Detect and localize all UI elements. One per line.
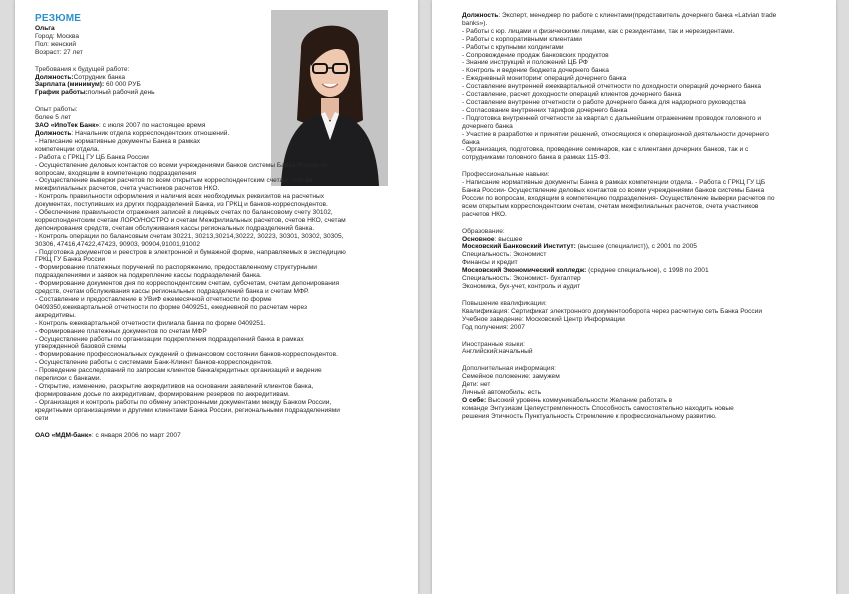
job2-duty-line: - Контроль и ведение бюджета дочернего банка: [462, 67, 609, 75]
job1-duty-line: сети: [35, 414, 49, 422]
education-inst1-detail: (высшее (специалист)), с 2001 по 2005: [575, 243, 697, 251]
job2-heading: [35, 432, 407, 440]
skills-line: - Написание нормативные документы Банка в рамках компетенции отдела. - Работа с ГРКЦ ГУ ЦБ: [462, 179, 766, 187]
job1-duty-line: межфилиальных расчетов, счета участников расчетов НКО.: [35, 185, 220, 193]
job1-duty-line: средств, счетам обслуживания кассы региональных подразделений банка и счетам МФР.: [35, 288, 309, 296]
job2-duty-line: - Согласование внутренних тарифов дочернего банка: [462, 106, 628, 114]
job1-duty-line: 30306, 47416,47422,47423, 90903, 90904,91001,91002: [35, 240, 201, 248]
education-inst1: [462, 243, 824, 251]
requirements-position: [35, 74, 407, 82]
job2-duty-line: - Организация, подготовка, проведение семинаров, как с клиентами дочерних банков, так и с: [462, 146, 749, 154]
education-inst1-field: Финансы и кредит: [462, 259, 518, 267]
experience-header: Опыт работы:: [35, 106, 78, 114]
job1-duty-line: - Формирование платежных поручений по распоряжению, предоставленному структурными: [35, 264, 317, 272]
requirements-header: Требования к будущей работе:: [35, 65, 130, 73]
education-inst2-detail: (среднее специальное), с 1998 по 2001: [586, 267, 709, 275]
job2-duty-line: - Работы с корпоративными клиентами: [462, 35, 582, 43]
job1-duty-line: ГРКЦ ГУ Банка России: [35, 256, 106, 264]
job2-duty-line: - Составление внутренней ежеквартальной отчетности по доходности операций дочернего банка: [462, 83, 762, 91]
job2-duty-line: - Знание инструкций и положений ЦБ РФ: [462, 59, 588, 67]
job1-duty-line: - Проведение расследований по запросам клиентов банка/кредитных организаций и ведение: [35, 367, 322, 375]
job1-duty-line: - Осуществление работы с системами Банк-Клиент банков-корреспондентов.: [35, 359, 273, 367]
education-main-label: Основное: [462, 235, 495, 243]
job2-position-label: Должность: [462, 12, 499, 19]
person-city: Город: Москва: [35, 32, 80, 40]
job2-duty-line: - Подготовка внутренней отчетности за квартал с дальнейшим отражением проводок головного и: [462, 114, 762, 122]
extra-kids: Дети: нет: [462, 381, 491, 389]
education-header: Образование:: [462, 227, 505, 235]
extra-marital: Семейное положение: замужем: [462, 373, 560, 381]
job2-duty-line: - Составление, расчет доходности операций клиентов дочернего банка: [462, 91, 682, 99]
education-inst2-name: Московский Экономический колледж:: [462, 267, 587, 275]
job1-duty-line: - Формирование профессиональных суждений о финансовом состоянии банков-корреспондентов.: [35, 351, 338, 359]
education-inst2: [462, 267, 824, 275]
requirements-schedule-label: График работы:: [35, 89, 88, 97]
job1-duty-line: - Организация и контроль работы по обмену электронными документами между Банком России,: [35, 398, 332, 406]
extra-about-text: Высокий уровень коммуникабельности Желание работать в: [486, 396, 673, 404]
skills-line: Банка России- Осуществление деловых контактов со всеми учреждениями банков системы Банка: [462, 187, 765, 195]
education-inst2-field: Экономика, бух-учет, контроль и аудит: [462, 283, 581, 290]
job1-duty-line: аккредитивы.: [35, 311, 76, 319]
job2-duty-line: - Работы с юр. лицами и физическими лицами, как с резидентами, так и нерезидентами.: [462, 27, 735, 35]
skills-header: Профессиональные навыки:: [462, 171, 550, 179]
extra-about-line: решения Этичность Пунктуальность Стремление к профессиональному развитию.: [462, 412, 717, 420]
experience-total: более 5 лет: [35, 114, 72, 122]
requirements-position-label: Должность:: [35, 73, 74, 81]
extra-about-line: команде Энтузиазм Целеустремленность Способность самостоятельно находить новые: [462, 404, 734, 412]
job2-position-value: : Эксперт, менеджер по работе с клиентами(представитель дочернего банка «Latvian trade: [498, 12, 777, 19]
person-gender: Пол: женский: [35, 40, 77, 48]
job1-duty-line: - Формирование платежных документов по счетам МФР: [35, 327, 207, 335]
job1-duty-line: документах, поступивших из других подразделений Банка, из ГРКЦ и банков-корреспондентов.: [35, 201, 328, 209]
job1-duty-line: - Контроль правильности оформления и наличия всех необходимых реквизитов на расчетных: [35, 193, 325, 201]
job1-duty-line: - Формирование документов дня по корреспондентским счетам, субсчетам, счетам депонирования: [35, 280, 340, 288]
job1-duty-line: переписки с банками.: [35, 375, 102, 383]
education-main: [462, 236, 824, 244]
job1-duty-line: - Открытие, изменение, раскрытие аккредитивов на основании заявлений клиентов банка,: [35, 382, 314, 390]
education-inst1-name: Московский Банковский Институт:: [462, 243, 576, 251]
job1-position-value: : Начальник отдела корреспондентских отношений.: [71, 129, 230, 137]
job1-duty-line: компетенции отдела.: [35, 145, 100, 153]
job1-duty-line: депонирования средств, счетам обслуживания кассы региональных подразделений банка.: [35, 224, 315, 232]
job1-duty-line: - Написание нормативные документы Банка в рамках: [35, 137, 201, 145]
job1-duty-line: 0409350,ежеквартальной отчетности по форме 0409251, ежедневной по расчетам через: [35, 303, 307, 311]
job1-heading: [35, 122, 407, 130]
job2-duty-line: сотрудниками головного банка в рамках 115-ФЗ.: [462, 154, 611, 162]
qualification-line: Год получения: 2007: [462, 323, 525, 331]
extra-about: [462, 397, 824, 405]
job1-duty-line: - Контроль операции по балансовым счетам 30221, 30213,30214,30222, 30223, 30301, 30302, 30305,: [35, 232, 344, 240]
job2-duty-line: - Ежедневный мониторинг операций дочернего банка: [462, 75, 627, 83]
job2-duty-line: - Сопровождение продаж банковских продуктов: [462, 51, 609, 59]
requirements-salary: [35, 81, 407, 89]
requirements-salary-label: Зарплата (минимум):: [35, 81, 105, 89]
job2-position: [462, 12, 824, 20]
resume-left-content: [35, 12, 407, 594]
job2-period: : с января 2006 по март 2007: [91, 431, 181, 439]
extra-header: Дополнительная информация:: [462, 365, 557, 373]
job1-company: ЗАО «ИпоТек Банк»: [35, 122, 100, 130]
job1-duty-line: - Работа с ГРКЦ ГУ ЦБ Банка России: [35, 153, 149, 161]
job2-duty-line: - Работы с крупными холдингами: [462, 43, 564, 51]
job1-duty-line: корреспондентским счетам ЛОРО/НОСТРО и счетам Межфилиальных расчетов, счетов НКО, счетам: [35, 216, 346, 224]
job1-duty-line: - Обеспечение правильности отражения записей в лицевых счетах по балансовому счету 30102,: [35, 209, 333, 217]
job1-duty-line: - Осуществление выверки расчетов по всем открытым корреспондентским счетам, счетам: [35, 177, 313, 185]
qualification-header: Повышение квалификации:: [462, 299, 547, 307]
job1-position: [35, 130, 407, 138]
qualification-line: Учебное заведение: Московский Центр Информации: [462, 315, 625, 323]
person-name: Ольга: [35, 25, 55, 32]
job1-duty-line: - Составление и предоставление в УВиФ ежемесячной отчетности по форме: [35, 296, 272, 303]
education-inst2-spec: Специальность: Экономист- бухгалтер: [462, 275, 581, 283]
job2-duty-line: - Составление внутренне отчетности о работе дочернего банка для надзорного руководства: [462, 98, 746, 106]
qualification-line: Квалификация: Сертификат электронного документооборота через расчетную сеть Банка России: [462, 307, 763, 315]
skills-line: России по вопросам, входящим в компетенцию подразделения- Осуществление выверки расчетов по: [462, 194, 775, 202]
job1-duty-line: - Контроль ежеквартальной отчетности филиала банка по форме 0409251.: [35, 319, 266, 327]
skills-line: расчетов НКО.: [462, 210, 507, 218]
job2-duty-line: банка: [462, 138, 480, 146]
job2-duty-line: - Участие в разработке и принятии решений, относящихся к операционной деятельности дочернего: [462, 130, 769, 138]
person-age: Возраст: 27 лет: [35, 48, 83, 56]
education-main-value: : высшее: [494, 235, 523, 243]
job1-position-label: Должность: [35, 129, 72, 137]
job1-duty-line: - Осуществление деловых контактов со всеми учреждениями банков системы Банка России по: [35, 161, 328, 169]
job1-period: : с июля 2007 по настоящее время: [99, 122, 206, 130]
resume-title: РЕЗЮМЕ: [35, 13, 82, 24]
job1-duty-line: утвержденной базовой схемы: [35, 343, 127, 351]
education-inst1-spec: Специальность: Экономист: [462, 251, 547, 259]
requirements-position-value: Сотрудник банка: [73, 73, 126, 81]
resume-page-2: [432, 0, 836, 594]
languages-header: Иностранные языки:: [462, 340, 525, 348]
job1-duty-line: - Осуществление работы по организации подкрепления подразделений банка в рамках: [35, 335, 304, 343]
resume-page-1: [15, 0, 418, 594]
job1-duty-line: формирование досье по аккредитивам, формирование резервов по аккредитивам.: [35, 390, 290, 398]
languages-line: Английский:начальный: [462, 348, 533, 356]
job1-duty-line: - Подготовка документов и реестров в электронной и бумажной форме, направляемых в экспедицию: [35, 248, 346, 256]
skills-line: всем открытым корреспондентским счетам, счетам межфилиальных расчетов, счета участников: [462, 202, 759, 210]
job2-duty-line: дочернего банка: [462, 122, 513, 130]
extra-car: Личный автомобиль: есть: [462, 389, 542, 397]
requirements-schedule-value: полный рабочий день: [87, 89, 155, 97]
job1-duty-line: кредитными организациями и другими клиентами Банка России, региональными подразделениями: [35, 406, 340, 414]
job1-duty-line: вопросам, входящим в компетенцию подразделения: [35, 169, 197, 177]
resume-right-content: [462, 12, 824, 594]
job2-position-cont: banks»).: [462, 19, 488, 27]
requirements-salary-value: 60 000 РУБ: [104, 81, 141, 89]
requirements-schedule: [35, 89, 407, 97]
job2-company: ОАО «МДМ-банк»: [35, 431, 92, 439]
job1-duty-line: подразделениями и заявок на подкрепление кассы подразделений банка.: [35, 272, 262, 280]
extra-about-label: О себе:: [462, 396, 487, 404]
